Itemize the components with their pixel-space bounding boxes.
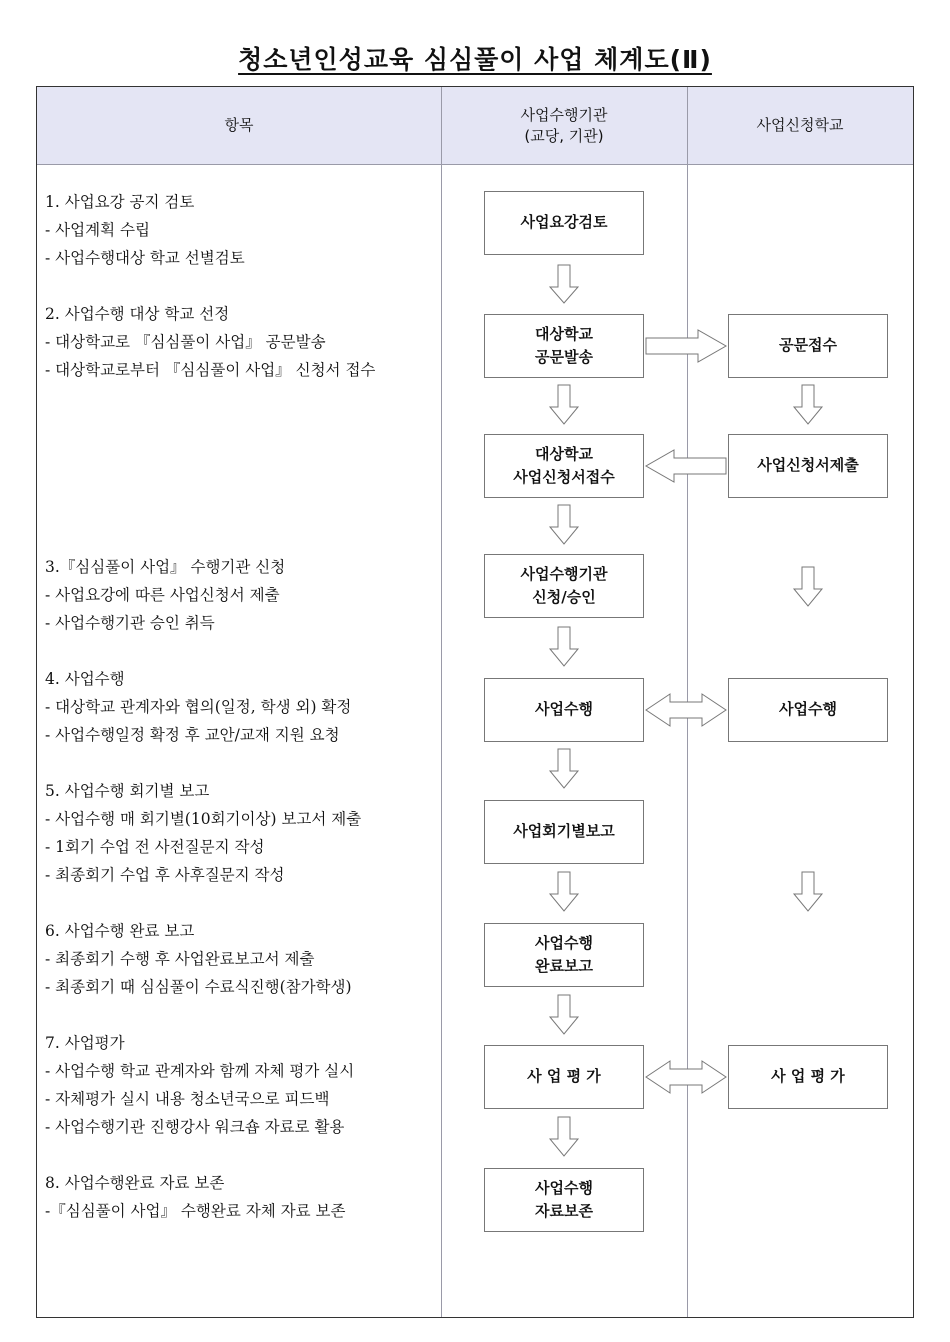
right-arrow-icon: [646, 330, 726, 362]
box-line: 사업수행: [535, 700, 593, 719]
item-sub: - 사업수행 매 회기별(10회기이상) 보고서 제출: [45, 810, 362, 828]
header-item-column: 항목: [224, 116, 254, 134]
box-line: 사 업 평 가: [527, 1067, 601, 1086]
item-heading: 8. 사업수행완료 자료 보존: [45, 1174, 225, 1192]
box-line: 공문발송: [535, 348, 593, 366]
item-sub: - 사업요강에 따른 사업신청서 제출: [45, 586, 280, 604]
item-heading: 1. 사업요강 공지 검토: [45, 193, 195, 211]
item-sub: - 최종회기 수행 후 사업완료보고서 제출: [45, 950, 315, 968]
down-arrow-icon: [550, 1117, 578, 1156]
down-arrow-icon: [550, 872, 578, 911]
box-receive-application: [484, 434, 644, 498]
box-agency-execute: [484, 678, 644, 742]
item-5: [45, 777, 361, 889]
item-sub: - 대상학교로부터 『심심풀이 사업』 신청서 접수: [45, 361, 376, 379]
box-line: 완료보고: [535, 957, 593, 975]
box-line: 사업수행: [535, 1178, 593, 1197]
box-agency-evaluation: [484, 1045, 644, 1109]
box-review-guidelines: [484, 191, 644, 255]
box-line: 공문접수: [779, 336, 837, 355]
box-agency-apply-approve: [484, 554, 644, 618]
item-2: [45, 300, 375, 384]
item-sub: - 자체평가 실시 내용 청소년국으로 피드백: [45, 1090, 330, 1108]
down-arrow-icon: [550, 627, 578, 666]
item-sub: - 1회기 수업 전 사전질문지 작성: [45, 838, 265, 856]
down-arrow-icon: [550, 265, 578, 303]
item-sub: - 사업수행대상 학교 선별검토: [45, 249, 245, 267]
box-line: 신청/승인: [532, 588, 596, 606]
item-heading: 4. 사업수행: [45, 670, 125, 688]
item-heading: 7. 사업평가: [45, 1034, 125, 1052]
box-line: 사업신청서제출: [757, 456, 859, 475]
column-divider: [687, 87, 688, 1317]
box-line: 사 업 평 가: [771, 1067, 845, 1086]
down-arrow-icon: [794, 872, 822, 911]
header-agency-column: [441, 87, 687, 164]
item-sub: - 사업수행기관 승인 취득: [45, 614, 215, 632]
box-line: 대상학교: [535, 324, 593, 343]
box-school-execute: [728, 678, 888, 742]
flow-table: [36, 86, 914, 1318]
box-line: 대상학교: [535, 444, 593, 463]
box-line: 자료보존: [535, 1202, 593, 1220]
down-arrow-icon: [794, 385, 822, 424]
down-arrow-icon: [550, 505, 578, 544]
box-school-evaluation: [728, 1045, 888, 1109]
page-title: 청소년인성교육 심심풀이 사업 체계도(Ⅱ): [238, 45, 712, 74]
down-arrow-icon: [550, 995, 578, 1034]
item-sub: - 대상학교 관계자와 협의(일정, 학생 외) 확정: [45, 698, 352, 716]
down-arrow-icon: [550, 749, 578, 788]
box-data-preservation: [484, 1168, 644, 1232]
down-arrow-icon: [550, 385, 578, 424]
item-heading: 6. 사업수행 완료 보고: [45, 922, 195, 940]
down-arrow-icon: [794, 567, 822, 606]
item-heading: 3.『심심풀이 사업』 수행기관 신청: [45, 558, 286, 576]
box-line: 사업수행: [535, 933, 593, 952]
header-agency-line1: 사업수행기관: [520, 105, 608, 124]
item-4: [45, 665, 351, 749]
box-send-notice: [484, 314, 644, 378]
box-line: 사업요강검토: [520, 213, 608, 232]
item-sub: - 사업수행기관 진행강사 워크숍 자료로 활용: [45, 1118, 345, 1136]
item-sub: - 사업수행 학교 관계자와 함께 자체 평가 실시: [45, 1062, 355, 1080]
item-sub: - 사업수행일정 확정 후 교안/교재 지원 요청: [45, 726, 340, 744]
item-sub: - 대상학교로 『심심풀이 사업』 공문발송: [45, 333, 326, 351]
box-receive-notice: [728, 314, 888, 378]
double-arrow-icon: [646, 694, 726, 726]
item-heading: 5. 사업수행 회기별 보고: [45, 782, 210, 800]
item-7: [45, 1029, 354, 1141]
column-divider: [441, 87, 442, 1317]
box-line: 사업수행기관: [520, 564, 608, 583]
item-3: [45, 553, 285, 637]
box-submit-application: [728, 434, 888, 498]
box-line: 사업회기별보고: [513, 822, 615, 841]
item-8: [45, 1169, 345, 1225]
item-sub: - 사업계획 수립: [45, 221, 150, 239]
item-6: [45, 917, 352, 1001]
item-sub: - 최종회기 때 심심풀이 수료식진행(참가학생): [45, 978, 352, 996]
item-heading: 2. 사업수행 대상 학교 선정: [45, 305, 230, 323]
item-sub: - 최종회기 수업 후 사후질문지 작성: [45, 866, 285, 884]
double-arrow-icon: [646, 1061, 726, 1093]
box-line: 사업신청서접수: [513, 468, 615, 486]
header-school-column: 사업신청학교: [756, 116, 844, 134]
item-1: [45, 188, 245, 272]
item-sub: -『심심풀이 사업』 수행완료 자체 자료 보존: [45, 1202, 346, 1220]
box-completion-report: [484, 923, 644, 987]
box-line: 사업수행: [779, 700, 837, 719]
header-agency-line2: (교당, 기관): [524, 126, 604, 145]
left-arrow-icon: [646, 450, 726, 482]
box-session-report: [484, 800, 644, 864]
